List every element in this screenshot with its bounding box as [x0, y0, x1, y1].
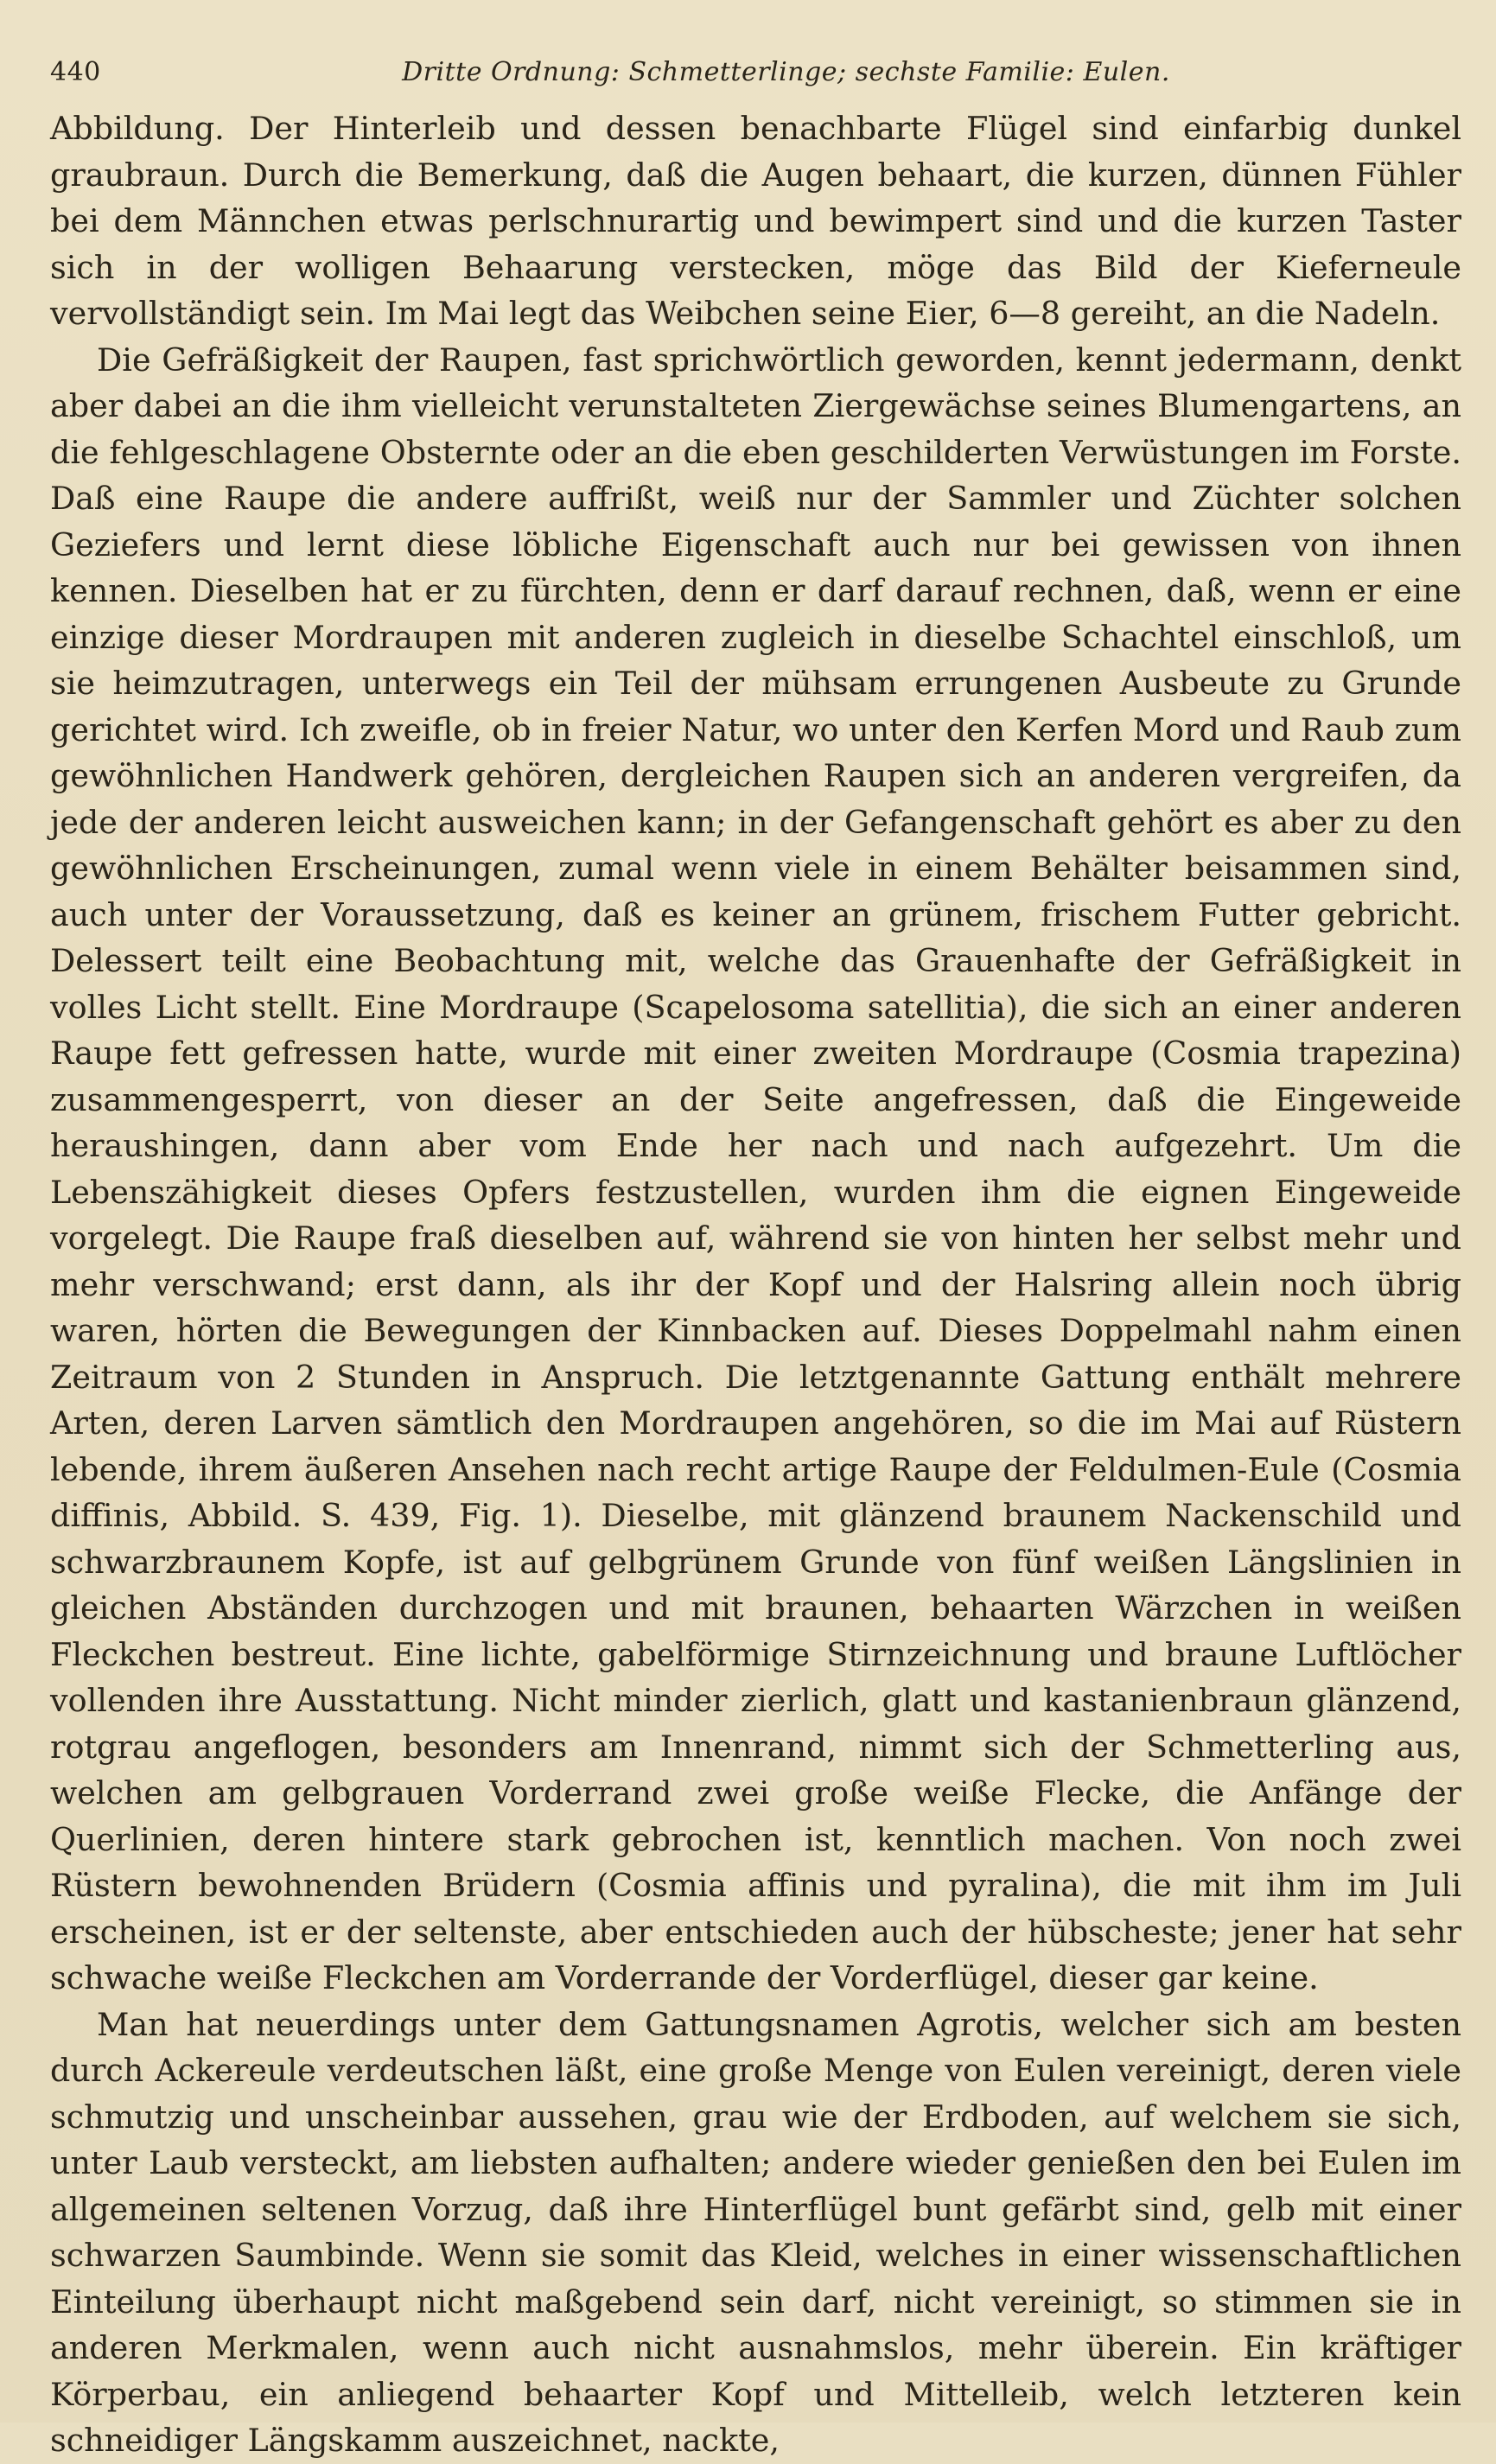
paragraph-agrotis: Man hat neuerdings unter dem Gattungsnamen Agrotis, welcher sich am besten durch Ackereule verdeutschen läßt, eine große Menge von Eulen vereinigt, deren viele schmutzig und unscheinbar aussehen, grau wie der Erdboden, auf welchem sie sich, unter Laub versteckt, am liebsten aufhalten; andere wieder genießen den bei Eulen im allgemeinen seltenen Vorzug, daß ihre Hinterflügel bunt gefärbt sind, gelb mit einer schwarzen Saumbinde. Wenn sie somit das Kleid, welches in einer wissenschaftlichen Einteilung überhaupt nicht maßgebend sein darf, nicht vereinigt, so stimmen sie in anderen Merkmalen, wenn auch nicht ausnahmslos, mehr überein. Ein kräftiger Körperbau, ein anliegend behaarter Kopf und Mittelleib, welch letzteren kein schneidiger Längskamm auszeichnet, nackte, [50, 2005, 1461, 2459]
running-head [50, 57, 1461, 105]
paragraph-continuation: Abbildung. Der Hinterleib und dessen benachbarte Flügel sind einfarbig dunkel graubraun. Durch die Bemerkung, daß die Augen behaart, die kurzen, dünnen Fühler bei dem Männchen etwas perlschnurartig und bewimpert sind und die kurzen Taster sich in der wolligen Behaarung verstecken, möge das Bild der Kieferneule vervollständigt sein. Im Mai legt das Weibchen seine Eier, 6—8 gereiht, an die Nadeln. [50, 110, 1461, 332]
body-text [50, 105, 1461, 2464]
running-head-title: Dritte Ordnung: Schmetterlinge; sechste Familie: Eulen. [402, 57, 1170, 87]
paragraph-gefraessigkeit: Die Gefräßigkeit der Raupen, fast sprichwörtlich geworden, kennt jedermann, denkt aber dabei an die ihm vielleicht verunstalteten Ziergewächse seines Blumengartens, an die fehlgeschlagene Obsternte oder an die eben geschilderten Verwüstungen im Forste. Daß eine Raupe die andere auffrißt, weiß nur der Sammler und Züchter solchen Geziefers und lernt diese löbliche Eigenschaft auch nur bei gewissen von ihnen kennen. Dieselben hat er zu fürchten, denn er darf darauf rechnen, daß, wenn er eine einzige dieser Mordraupen mit anderen zugleich in dieselbe Schachtel einschloß, um sie heimzutragen, unterwegs ein Teil der mühsam errungenen Ausbeute zu Grunde gerichtet wird. Ich zweifle, ob in freier Natur, wo unter den Kerfen Mord und Raub zum gewöhnlichen Handwerk gehören, dergleichen Raupen sich an anderen vergreifen, da jede der anderen leicht ausweichen kann; in der Gefangenschaft gehört es aber zu den gewöhnlichen Erscheinungen, zumal wenn viele in einem Behälter beisammen sind, auch unter der Voraussetzung, daß es keiner an grünem, frischem Futter gebricht. Delessert teilt eine Beobachtung mit, welche das Grauenhafte der Gefräßigkeit in volles Licht stellt. Eine Mordraupe (Scapelosoma satellitia), die sich an einer anderen Raupe fett gefressen hatte, wurde mit einer zweiten Mordraupe (Cosmia trapezina) zusammengesperrt, von dieser an der Seite angefressen, daß die Eingeweide heraushingen, dann aber vom Ende her nach und nach aufgezehrt. Um die Lebenszähigkeit dieses Opfers festzustellen, wurden ihm die eignen Eingeweide vorgelegt. Die Raupe fraß dieselben auf, während sie von hinten her selbst mehr und mehr verschwand; erst dann, als ihr der Kopf und der Halsring allein noch übrig waren, hörten die Bewegungen der Kinnbacken auf. Dieses Doppelmahl nahm einen Zeitraum von 2 Stunden in Anspruch. Die letztgenannte Gattung enthält mehrere Arten, deren Larven sämtlich den Mordraupen angehören, so die im Mai auf Rüstern lebende, ihrem äußeren Ansehen nach recht artige Raupe der Feldulmen-Eule (Cosmia diffinis, Abbild. S. 439, Fig. 1). Dieselbe, mit glänzend braunem Nackenschild und schwarzbraunem Kopfe, ist auf gelbgrünem Grunde von fünf weißen Längslinien in gleichen Abständen durchzogen und mit braunen, behaarten Wärzchen in weißen Fleckchen bestreut. Eine lichte, gabelförmige Stirnzeichnung und braune Luftlöcher vollenden ihre Ausstattung. Nicht minder zierlich, glatt und kastanienbraun glänzend, rotgrau angeflogen, besonders am Innenrand, nimmt sich der Schmetterling aus, welchen am gelbgrauen Vorderrand zwei große weiße Flecke, die Anfänge der Querlinien, deren hintere stark gebrochen ist, kenntlich machen. Von noch zwei Rüstern bewohnenden Brüdern (Cosmia affinis und pyralina), die mit ihm im Juli erscheinen, ist er der seltenste, aber entschieden auch der hübscheste; jener hat sehr schwache weiße Fleckchen am Vorderrande der Vorderflügel, dieser gar keine. [50, 341, 1461, 1996]
page-number: 440 [50, 57, 101, 87]
